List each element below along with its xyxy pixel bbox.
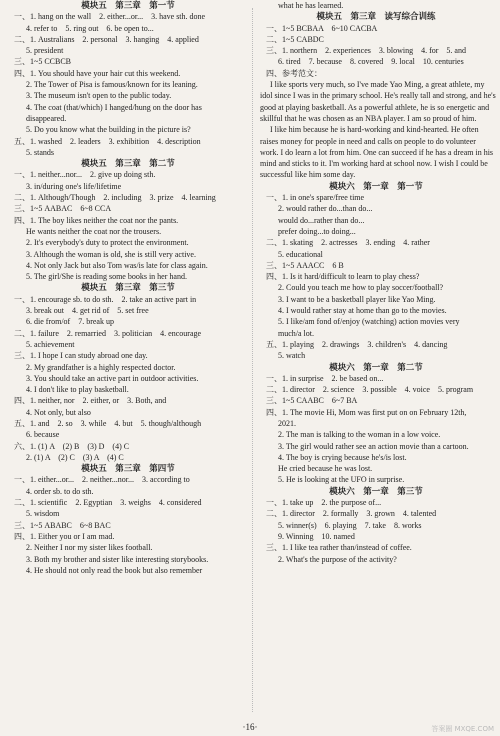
answer-line: would do...rather than do... [278,215,365,225]
answer-line: 4. Not only, but also [26,407,91,417]
answer-line: 5. president [26,46,64,56]
answer-line: 四、1. The movie Hi, Mom was first put on on February 12th, [266,407,467,417]
answer-line: 一、1. neither...nor... 2. give up doing sth. [14,170,156,180]
answer-line: 一、1. take up 2. the purpose of... [266,498,382,508]
answer-line: 二、1. Australians 2. personal 3. hanging 4. applied [14,34,199,44]
answer-line: 5. watch [278,351,306,361]
answer-line: 三、1~5 CAABC 6~7 BA [266,396,358,406]
answer-line: 2. What's the purpose of the activity? [278,554,397,564]
answer-line: 5. He is looking at the UFO in surprise. [278,475,405,485]
answer-line: 2. It's everybody's duty to protect the environment. [26,238,189,248]
answer-line: 3. Although the woman is old, she is still very active. [26,249,196,259]
answer-line: 4. The boy is crying because he's/is lost. [278,452,407,462]
answer-line: He wants neither the coat nor the trousers. [26,226,162,236]
answer-line: 5. winner(s) 6. playing 7. take 8. works [278,520,422,530]
answer-line: 一、1. in one's spare/free time [266,193,365,203]
section-heading: 模块五 第三章 读写综合训练 [316,11,436,22]
page-number: ·16· [242,722,258,732]
answer-line: 一、1~5 BCBAA 6~10 CACBA [266,23,378,33]
answer-line: 4. I don't like to play basketball. [26,385,129,395]
answer-line: 二、1. director 2. formally 3. grown 4. talented [266,509,437,519]
answer-line: 4. order sb. to do sth. [26,486,94,496]
answer-line: 四、参考范文： [266,68,322,78]
section-heading: 模块五 第三章 第二节 [81,158,175,169]
answer-line: 2. The man is talking to the woman in a low voice. [278,430,441,440]
answer-line: 一、1. either...or... 2. neither...nor... 3. according to [14,475,190,485]
answer-line: 2. would rather do...than do... [278,204,373,214]
answer-line: 4. He should not only read the book but also remember [26,565,203,575]
answer-line: 4. The coat (that/which) I hanged/hung on the door has [26,102,202,112]
answer-line: 二、1. skating 2. actresses 3. ending 4. rather [266,238,430,248]
answer-line: 2. My grandfather is a highly respected doctor. [26,362,176,372]
answer-line: 五、1. playing 2. drawings 3. children's 4. dancing [266,339,448,349]
answer-line: 3. You should take an active part in outdoor activities. [26,373,199,383]
left-column [4,0,252,714]
answer-line: 2. Could you teach me how to play soccer/football? [278,283,444,293]
answer-line: 4. refer to 5. ring out 6. be open to... [26,23,154,33]
answer-line: 一、1. in surprise 2. be based on... [266,373,384,383]
answer-line: 3. break out 4. get rid of 5. set free [26,306,149,316]
answer-line: 5. I like/am fond of/enjoy (watching) action movies very [278,317,460,327]
answer-line: what he has learned. [278,1,344,10]
answer-line: 六、1. (1) A (2) B (3) D (4) C [14,441,130,451]
essay-paragraph: I like sports very much, so I've made Yao Ming, a great athlete, my idol since I was in the primary school. He's really tall and strong, and he's good at playing basketball. As a powerful athlete, he is so energetic and skillful that he was chosen as an NBA player. I am so proud of him. [260,80,496,123]
answer-line: 三、1~5 ABABC 6~8 BAC [14,520,111,530]
answer-line: 二、1. scientific 2. Egyptian 3. weighs 4. considered [14,498,202,508]
answer-line: 5. Do you know what the building in the picture is? [26,125,191,135]
answer-line: He cried because he was lost. [278,464,373,474]
answer-line: 四、1. Either you or I am mad. [14,531,115,541]
answer-line: 二、1. failure 2. remarried 3. politician 4. encourage [14,328,202,338]
answer-line: 三、1~5 AABAC 6~8 CCA [14,204,112,214]
answer-line: prefer doing...to doing... [278,226,356,236]
answer-line: 9. Winning 10. named [278,531,355,541]
answer-line: 四、1. The boy likes neither the coat nor the pants. [14,215,179,225]
answer-line: 二、1. director 2. science 3. possible 4. voice 5. program [266,385,474,395]
answer-line: 2. (1) A (2) C (3) A (4) C [26,452,124,462]
answer-line: 三、1. northern 2. experiences 3. blowing 4. for 5. and [266,46,466,56]
answer-line: 3. The girl would rather see an action movie than a cartoon. [278,441,469,451]
answer-line: 5. achievement [26,339,75,349]
answer-line: 一、1. encourage sb. to do sth. 2. take an active part in [14,294,197,304]
section-heading: 模块五 第三章 第三节 [81,282,175,293]
right-column [256,0,496,714]
answer-line: 3. in/during one's life/lifetime [26,181,122,191]
watermark-text: 答案圈 MXQE.COM [431,725,494,733]
answer-line: 5. stands [26,147,54,157]
answer-line: 3. The museum isn't open to the public today. [26,91,172,101]
answer-line: 2. The Tower of Pisa is famous/known for its leaning. [26,80,198,90]
answer-line: 四、1. You should have your hair cut this weekend. [14,68,181,78]
answer-line: much/a lot. [278,328,314,338]
section-heading: 模块五 第三章 第四节 [81,463,175,474]
answer-line: 2. Neither I nor my sister likes football. [26,543,153,553]
section-heading: 模块五 第三章 第一节 [81,0,175,10]
answer-line: disappeared. [26,113,67,123]
answer-line: 四、1. neither, nor 2. either, or 3. Both, and [14,396,167,406]
answer-line: 5. educational [278,249,323,259]
answer-line: 二、1. Although/Though 2. including 3. prize 4. learning [14,193,216,203]
answer-line: 三、1~5 CCBCB [14,57,72,67]
answer-line: 3. I want to be a basketball player like Yao Ming. [278,294,436,304]
answer-line: 一、1. hang on the wall 2. either...or... 3. have sth. done [14,12,206,22]
answer-line: 4. I would rather stay at home than go to the movies. [278,306,447,316]
answer-line: 三、1. I like tea rather than/instead of coffee. [266,543,412,553]
answer-line: 6. die from/of 7. break up [26,317,114,327]
answer-line: 三、1~5 AAACC 6 B [266,260,344,270]
answer-line: 三、1. I hope I can study abroad one day. [14,351,148,361]
answer-line: 二、1~5 CABDC [266,34,324,44]
answer-line: 四、1. Is it hard/difficult to learn to play chess? [266,272,420,282]
answer-line: 五、1. washed 2. leaders 3. exhibition 4. description [14,136,201,146]
essay-paragraph: I like him because he is hard-working and kind-hearted. He often raises money for people in need and calls on people to do volunteer work. I do learn a lot from him. One can succeed if he has a dream in his mind and sticks to it. I'm working hard at school now. I wish I could be successful like him some day. [260,125,494,180]
section-heading: 模块六 第一章 第二节 [329,361,423,372]
answer-line: 2021. [278,418,296,428]
section-heading: 模块六 第一章 第三节 [329,485,423,496]
column-divider [252,8,253,712]
answer-line: 五、1. and 2. so 3. while 4. but 5. though/although [14,418,202,428]
answer-line: 6. tired 7. because 8. covered 9. local 10. centuries [278,57,464,67]
section-heading: 模块六 第一章 第一节 [329,180,423,191]
answer-line: 5. wisdom [26,509,60,519]
answer-line: 3. Both my brother and sister like interesting storybooks. [26,554,209,564]
answer-line: 5. The girl/She is reading some books in her hand. [26,272,187,282]
answer-line: 6. because [26,430,60,440]
answer-line: 4. Not only Jack but also Tom was/is late for class again. [26,260,208,270]
